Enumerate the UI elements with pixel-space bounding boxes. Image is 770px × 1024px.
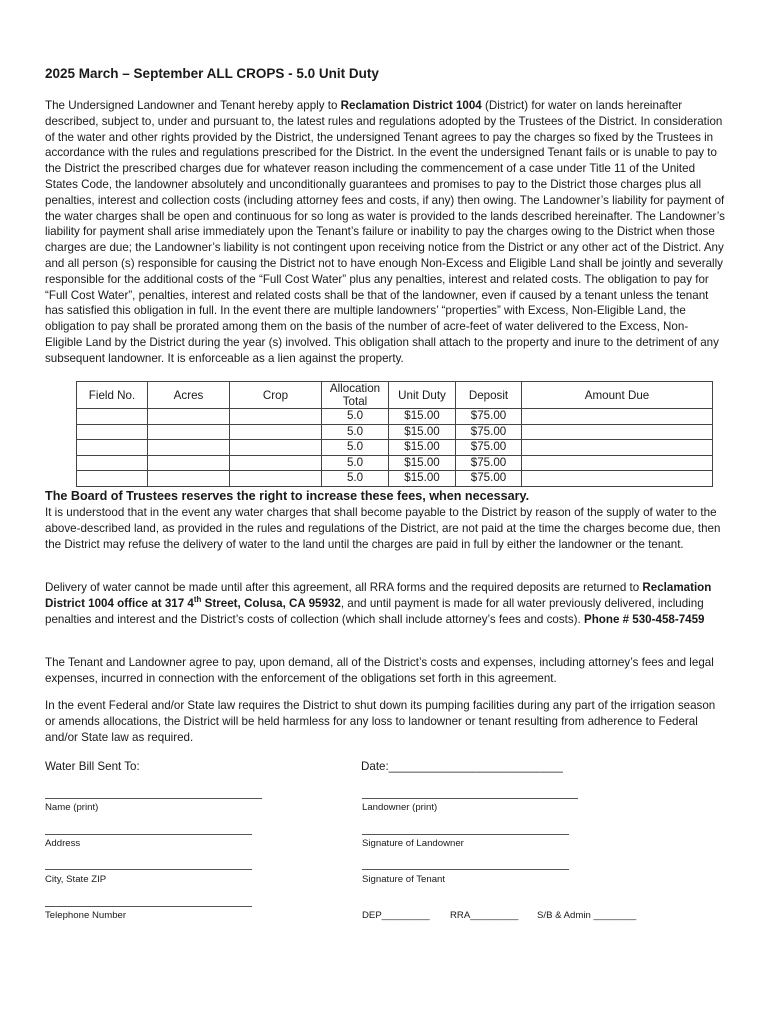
intro-text-start: The Undersigned Landowner and Tenant hereby apply to <box>45 99 341 112</box>
deposit-cell: $75.00 <box>456 455 522 471</box>
table-row <box>77 409 713 425</box>
header-deposit: Deposit <box>456 382 522 409</box>
nonpayment-paragraph: It is understood that in the event any water charges that shall become payable to the District by reason of the supply of water to the above-described land, as provided in the rules and regulations of the District, are not paid at the time the charges become due, then the District may refuse the delivery of water to the land until the charges are paid in full by either the landowner or the tenant. <box>45 506 721 551</box>
field-no-cell[interactable] <box>77 471 148 487</box>
name-print-label: Name (print) <box>45 802 99 813</box>
address-label: Address <box>45 838 81 849</box>
landowner-signature-label: Signature of Landowner <box>362 838 464 849</box>
office-address-start: Reclamation District 1004 office at 317 4 <box>45 581 712 610</box>
header-field-no: Field No. <box>77 382 148 409</box>
amount-due-cell[interactable] <box>522 471 713 487</box>
page-title: 2025 March – September ALL CROPS - 5.0 Unit Duty <box>45 66 379 81</box>
table-row <box>77 471 713 487</box>
deposit-cell: $75.00 <box>456 424 522 440</box>
deposit-cell: $75.00 <box>456 471 522 487</box>
landowner-signature-line[interactable] <box>362 834 569 835</box>
phone-number: Phone # 530-458-7459 <box>583 612 705 626</box>
office-address-street: Street, Colusa, CA 95932 <box>201 596 341 610</box>
water-bill-label: Water Bill Sent To: <box>45 760 140 773</box>
allocation-cell: 5.0 <box>322 455 389 471</box>
crop-cell[interactable] <box>230 440 322 456</box>
delivery-paragraph <box>45 580 725 627</box>
amount-due-cell[interactable] <box>522 440 713 456</box>
allocation-cell: 5.0 <box>322 471 389 487</box>
acres-cell[interactable] <box>148 455 230 471</box>
intro-text-rest: (District) for water on lands hereinafter described, subject to, under and pursuant to, the latest rules and regulations adopted by the Trustees of the District. In consideration of the water and other rights provided by the District, the undersigned Tenant agrees to pay the charges so fixed by the Trustees in accordance with the rules and regulations prescribed for the District. In the event the undersigned Tenant fails or is unable to pay to the District the prescribed charges due for whatever reason including the commencement of a case under Title 11 of the United States Code, the landowner absolutely and unconditionally guarantees and promises to pay to the District those charges plus all penalties, interest and collection costs (including attorney fees and costs, if any) then owing. The Landowner’s liability for payment of the water charges shall be open and continuous for so long as water is provided to the lands described hereinafter. The Landowner’s liability for payment shall arise immediately upon the Tenant’s failure or inability to pay the charges owing to the District when those charges are due; the Landowner’s liability is not contingent upon receiving notice from the District or any other act of the District. Any and all person (s) responsible for causing the District not to have enough Non-Excess and Eligible Land shall be jointly and severally responsible for the additional costs of the “Full Cost Water” plus any penalties, interest and related costs. The obligation to pay for “Full Cost Water”, penalties, interest and related costs shall be that of the landowner, even if caused by a tenant unless the tenant has satisfied this obligation in full. In the event there are multiple landowners’ “properties” with Excess, Non-Eligible Land, the obligation to pay shall be prorated among them on the basis of the number of acre-feet of water delivered to the Excess, Non-Eligible Land by the District during the year (s) involved. This obligation shall attach to the property and inure to the detriment of any subsequent landowner. It is enforceable as a lien against the property. <box>45 99 725 365</box>
landowner-print-label: Landowner (print) <box>362 802 438 813</box>
allocation-cell: 5.0 <box>322 409 389 425</box>
deposit-cell: $75.00 <box>456 440 522 456</box>
field-no-cell[interactable] <box>77 424 148 440</box>
header-acres: Acres <box>148 382 230 409</box>
unit-duty-cell: $15.00 <box>389 409 456 425</box>
table-row <box>77 455 713 471</box>
field-no-cell[interactable] <box>77 440 148 456</box>
header-allocation-total <box>322 382 389 409</box>
deposit-cell: $75.00 <box>456 409 522 425</box>
address-line[interactable] <box>45 834 252 835</box>
crop-cell[interactable] <box>230 455 322 471</box>
acres-cell[interactable] <box>148 440 230 456</box>
field-no-cell[interactable] <box>77 409 148 425</box>
city-state-zip-label: City, State ZIP <box>45 874 107 885</box>
ordinal-suffix: th <box>193 594 202 604</box>
costs-paragraph: The Tenant and Landowner agree to pay, upon demand, all of the District’s costs and expenses, including attorney’s fees and legal expenses, incurred in connection with the enforcement of the obligations set forth in this agreement. <box>45 656 714 685</box>
crop-cell[interactable] <box>230 471 322 487</box>
header-crop: Crop <box>230 382 322 409</box>
field-no-cell[interactable] <box>77 455 148 471</box>
dep-field[interactable]: DEP_________ <box>362 910 430 921</box>
delivery-text-start: Delivery of water cannot be made until after this agreement, all RRA forms and the required deposits are returned to <box>45 581 643 594</box>
sb-admin-field[interactable]: S/B & Admin ________ <box>537 910 637 921</box>
date-field[interactable]: Date:___________________________ <box>361 760 563 773</box>
table-header-row <box>77 382 713 409</box>
acres-cell[interactable] <box>148 424 230 440</box>
allocation-cell: 5.0 <box>322 440 389 456</box>
board-notice: The Board of Trustees reserves the right to increase these fees, when necessary. <box>45 489 530 503</box>
allocation-table <box>76 381 713 487</box>
telephone-label: Telephone Number <box>45 910 127 921</box>
tenant-signature-label: Signature of Tenant <box>362 874 446 885</box>
delivery-text-rest: , and until payment is made for all water previously delivered, including penalties and interest and the District’s costs of collection (which shall include attorney’s fees and costs). <box>45 596 704 626</box>
header-amount-due: Amount Due <box>522 382 713 409</box>
header-total: Total <box>342 395 368 408</box>
table-row <box>77 440 713 456</box>
unit-duty-cell: $15.00 <box>389 424 456 440</box>
unit-duty-cell: $15.00 <box>389 471 456 487</box>
crop-cell[interactable] <box>230 409 322 425</box>
header-allocation: Allocation <box>329 382 381 395</box>
tenant-signature-line[interactable] <box>362 869 569 870</box>
header-unit-duty: Unit Duty <box>389 382 456 409</box>
telephone-line[interactable] <box>45 906 252 907</box>
city-state-zip-line[interactable] <box>45 869 252 870</box>
crop-cell[interactable] <box>230 424 322 440</box>
shutdown-paragraph: In the event Federal and/or State law requires the District to shut down its pumping facilities during any part of the irrigation season or amends allocations, the District will be held harmless for any loss to landowner or tenant resulting from adherence to Federal and/or State law as required. <box>45 699 716 744</box>
rra-field[interactable]: RRA_________ <box>450 910 519 921</box>
table-row <box>77 424 713 440</box>
allocation-cell: 5.0 <box>322 424 389 440</box>
amount-due-cell[interactable] <box>522 455 713 471</box>
acres-cell[interactable] <box>148 471 230 487</box>
unit-duty-cell: $15.00 <box>389 455 456 471</box>
intro-paragraph <box>45 98 725 367</box>
district-name: Reclamation District 1004 <box>340 99 482 112</box>
amount-due-cell[interactable] <box>522 424 713 440</box>
amount-due-cell[interactable] <box>522 409 713 425</box>
acres-cell[interactable] <box>148 409 230 425</box>
landowner-print-line[interactable] <box>362 798 578 799</box>
name-print-line[interactable] <box>45 798 262 799</box>
unit-duty-cell: $15.00 <box>389 440 456 456</box>
